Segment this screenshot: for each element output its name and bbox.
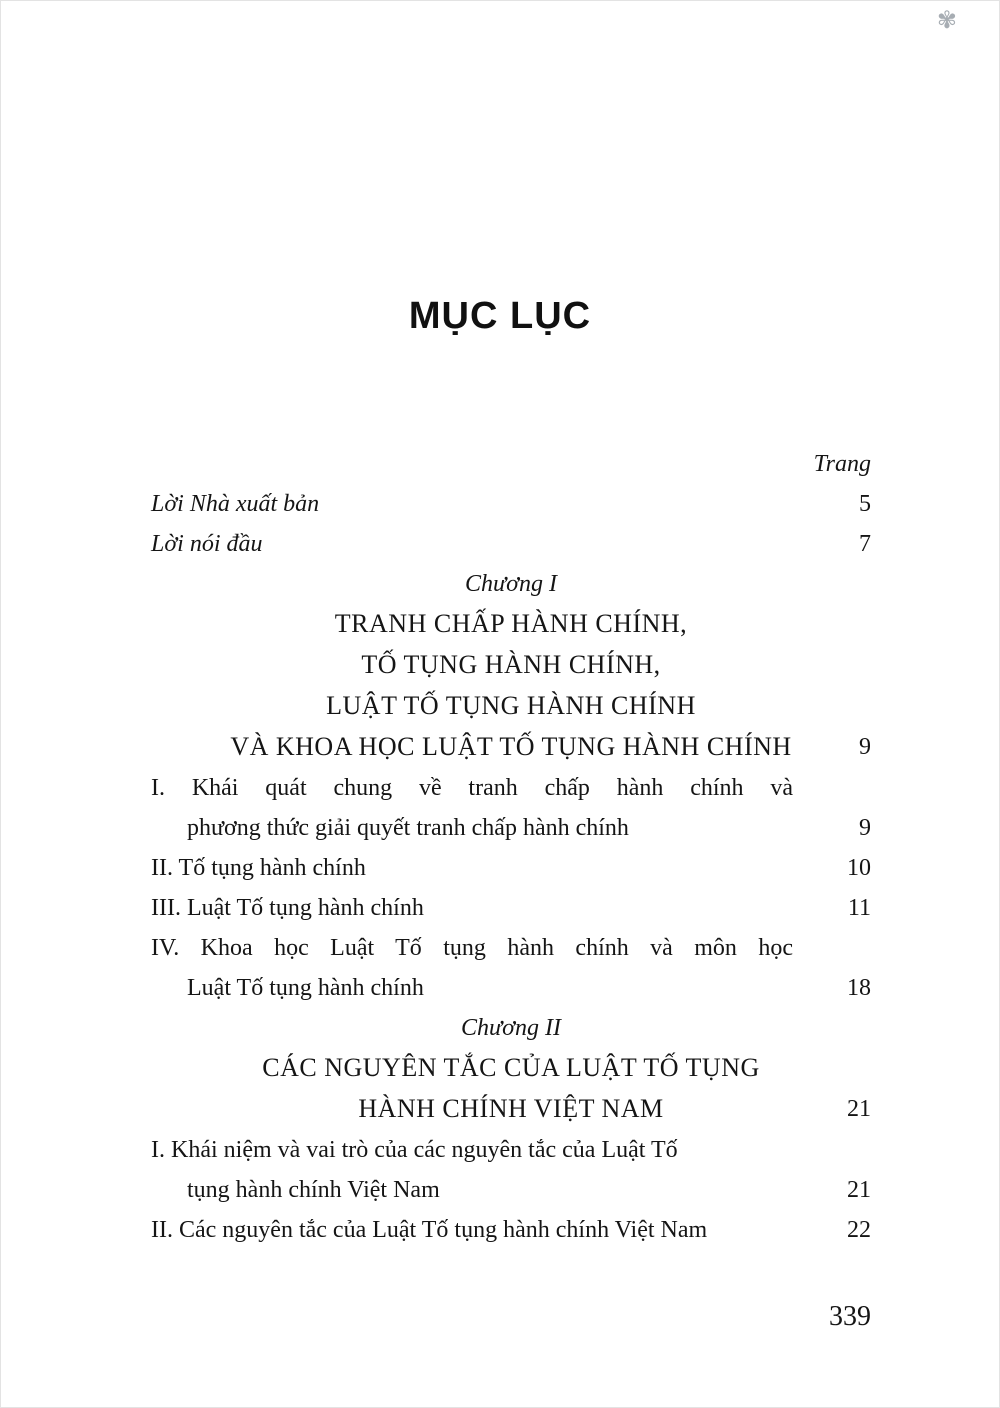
toc-entry-text: Lời Nhà xuất bản [151,491,320,517]
toc-page-number: 7 [859,531,871,557]
chapter-heading-text: TỐ TỤNG HÀNH CHÍNH, [361,650,661,679]
toc-page-number: 21 [847,1096,871,1122]
toc-entry [151,768,871,808]
page-column-header [151,444,871,484]
chapter-heading-text: LUẬT TỐ TỤNG HÀNH CHÍNH [326,691,696,720]
toc-page-number: 10 [847,855,871,881]
chapter-heading-text: HÀNH CHÍNH VIỆT NAM [358,1094,664,1123]
chapter-label-text: Chương II [461,1015,561,1041]
toc-entry-continuation [151,1170,871,1210]
toc-entry [151,1210,871,1250]
toc-page-number: 21 [847,1177,871,1203]
toc-entry-text: II. Các nguyên tắc của Luật Tố tụng hành chính Việt Nam [151,1217,708,1243]
chapter-heading [151,645,871,686]
toc-entry [151,524,871,564]
flower-ornament-icon: ✾ [936,8,957,34]
toc-page-number: 11 [847,895,871,921]
toc-entry-text: I. Khái quát chung về tranh chấp hành chính và [151,775,793,801]
page-column-label: Trang [813,451,871,477]
chapter-heading-text: CÁC NGUYÊN TẮC CỦA LUẬT TỐ TỤNG [262,1053,760,1082]
toc-entry-text: II. Tố tụng hành chính [151,855,366,881]
toc-entry-text: phương thức giải quyết tranh chấp hành chính [187,815,629,841]
toc-entry-text: I. Khái niệm và vai trò của các nguyên tắc của Luật Tố [151,1137,678,1163]
toc-entry [151,848,871,888]
chapter-label [151,1008,871,1048]
chapter-heading [151,1089,871,1130]
chapter-heading-text: VÀ KHOA HỌC LUẬT TỐ TỤNG HÀNH CHÍNH [230,732,792,761]
toc-entry [151,1130,871,1170]
chapter-heading [151,686,871,727]
toc-page-number: 18 [847,975,871,1001]
chapter-heading [151,604,871,645]
toc-page-number: 9 [859,815,871,841]
toc-entry-text: Luật Tố tụng hành chính [187,975,424,1001]
toc-entry-continuation [151,808,871,848]
toc-page-number: 9 [859,734,871,760]
book-page-number: 339 [829,1301,871,1332]
chapter-heading [151,727,871,768]
table-of-contents [151,444,871,1250]
toc-entry [151,888,871,928]
chapter-heading [151,1048,871,1089]
toc-page-number: 5 [859,491,871,517]
toc-entry-text: III. Luật Tố tụng hành chính [151,895,424,921]
chapter-label-text: Chương I [465,571,557,597]
toc-entry [151,928,871,968]
chapter-label [151,564,871,604]
toc-entry [151,484,871,524]
toc-entry-text: IV. Khoa học Luật Tố tụng hành chính và môn học [151,935,793,961]
toc-entry-continuation [151,968,871,1008]
chapter-heading-text: TRANH CHẤP HÀNH CHÍNH, [334,609,688,638]
page-title: MỤC LỤC [408,295,592,337]
toc-page-number: 22 [847,1217,871,1243]
toc-entry-text: Lời nói đầu [151,531,263,557]
toc-entry-text: tụng hành chính Việt Nam [187,1177,440,1203]
